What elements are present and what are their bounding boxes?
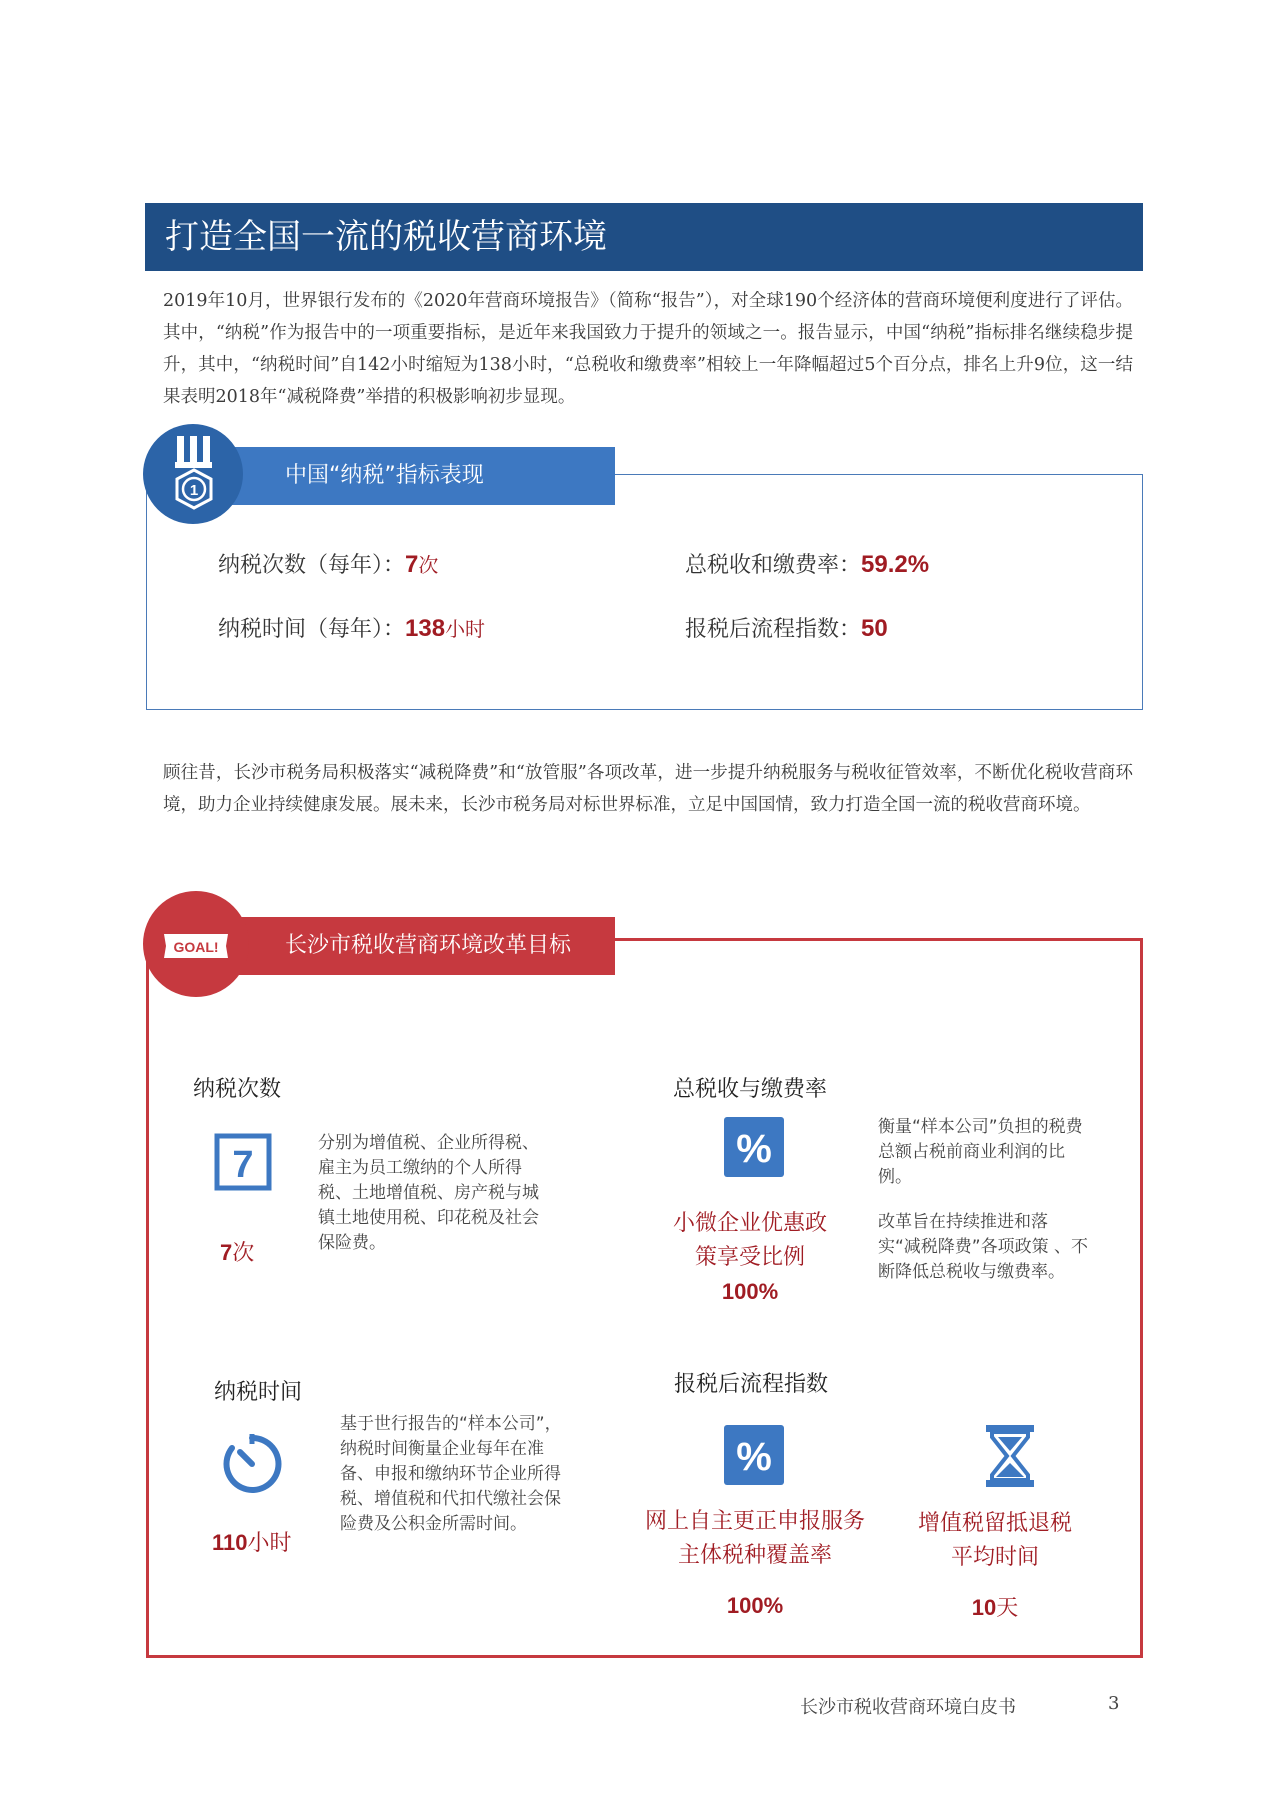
goal-rate-desc1: 衡量“样本公司”负担的税费总额占税前商业利润的比例。	[878, 1117, 1083, 1187]
stat-value: 59.2%	[861, 551, 930, 578]
svg-text:%: %	[736, 1435, 772, 1479]
goal-time-title: 纳税时间	[214, 1380, 303, 1405]
goal-count-desc: 分别为增值税、企业所得税、雇主为员工缴纳的个人所得税、土地增值税、房产税与城镇土地使用税、印花税及社会保险费。	[318, 1133, 539, 1253]
goal-post-left-value: 100%	[726, 1593, 784, 1618]
outlook-paragraph: 顾往昔，长沙市税务局积极落实“减税降费”和“放管服”各项改革，进一步提升纳税服务与税收征管效率，不断优化税收营商环境，助力企业持续健康发展。展未来，长沙市税务局对标世界标准，立足中国国情，致力打造全国一流的税收营商环境。	[163, 763, 1133, 815]
goal-badge-text: GOAL!	[173, 939, 219, 955]
goal-rate-value: 100%	[721, 1279, 779, 1304]
footer-title: 长沙市税收营商环境白皮书	[800, 1697, 1016, 1718]
goal-post-left: 网上自主更正申报服务 主体税种覆盖率 100%	[630, 1505, 880, 1623]
intro-paragraph: 2019年10月，世界银行发布的《2020年营商环境报告》（简称“报告”），对全球190个经济体的营商环境便利度进行了评估。其中，“纳税”作为报告中的一项重要指标，是近年来我国致力于提升的领域之一。报告显示，中国“纳税”指标排名继续稳步提升，其中，“纳税时间”自142小时缩短为138小时，“总税收和缴费率”相较上一年降幅超过5个百分点，排名上升9位，这一结果表明2018年“减税降费”举措的积极影响初步显现。	[163, 291, 1133, 407]
goal-rate-title: 总税收与缴费率	[673, 1077, 828, 1102]
goal-post-right-value: 10天	[971, 1595, 1019, 1621]
percent-icon	[724, 1425, 784, 1485]
calendar-number: 7	[232, 1144, 254, 1186]
timer-icon	[220, 1432, 284, 1496]
goal-rate-highlight: 小微企业优惠政 策享受比例 100%	[640, 1207, 860, 1309]
goal-count-value: 7次	[220, 1240, 255, 1266]
percent-icon	[724, 1117, 784, 1177]
goal-time-value: 110小时	[212, 1530, 292, 1556]
stat-value: 7	[405, 551, 419, 578]
goal-post-right: 增值税留抵退税 平均时间 10天	[900, 1507, 1090, 1626]
stat-post-filing-index: 报税后流程指数：50	[685, 615, 888, 642]
stat-value: 50	[861, 615, 888, 642]
stat-total-tax-rate: 总税收和缴费率：59.2%	[685, 551, 930, 578]
goal-icon	[160, 928, 232, 964]
stat-filing-time: 纳税时间（每年）：138小时	[218, 615, 486, 642]
stat-value: 138	[405, 615, 446, 642]
medal-icon	[173, 436, 215, 512]
china-indicator-tab: 中国“纳税”指标表现	[200, 447, 615, 505]
goal-tab: 长沙市税收营商环境改革目标	[205, 917, 615, 975]
page-title: 打造全国一流的税收营商环境	[145, 203, 1143, 271]
calendar-icon	[214, 1133, 272, 1191]
medal-badge	[143, 424, 243, 524]
page-number: 3	[1108, 1693, 1120, 1714]
goal-rate-desc2: 改革旨在持续推进和落实“减税降费”各项政策 、不断降低总税收与缴费率。	[878, 1212, 1089, 1282]
svg-text:%: %	[736, 1127, 772, 1171]
goal-post-title: 报税后流程指数	[674, 1372, 829, 1397]
medal-number: 1	[189, 482, 199, 499]
goal-count-title: 纳税次数	[193, 1077, 282, 1102]
goal-time-desc: 基于世行报告的“样本公司”，纳税时间衡量企业每年在准备、申报和缴纳环节企业所得税、增值税和代扣代缴社会保险费及公积金所需时间。	[340, 1414, 562, 1534]
hourglass-icon	[982, 1425, 1038, 1487]
china-indicator-box	[146, 474, 1143, 710]
stat-filing-count: 纳税次数（每年）：7次	[218, 551, 439, 578]
